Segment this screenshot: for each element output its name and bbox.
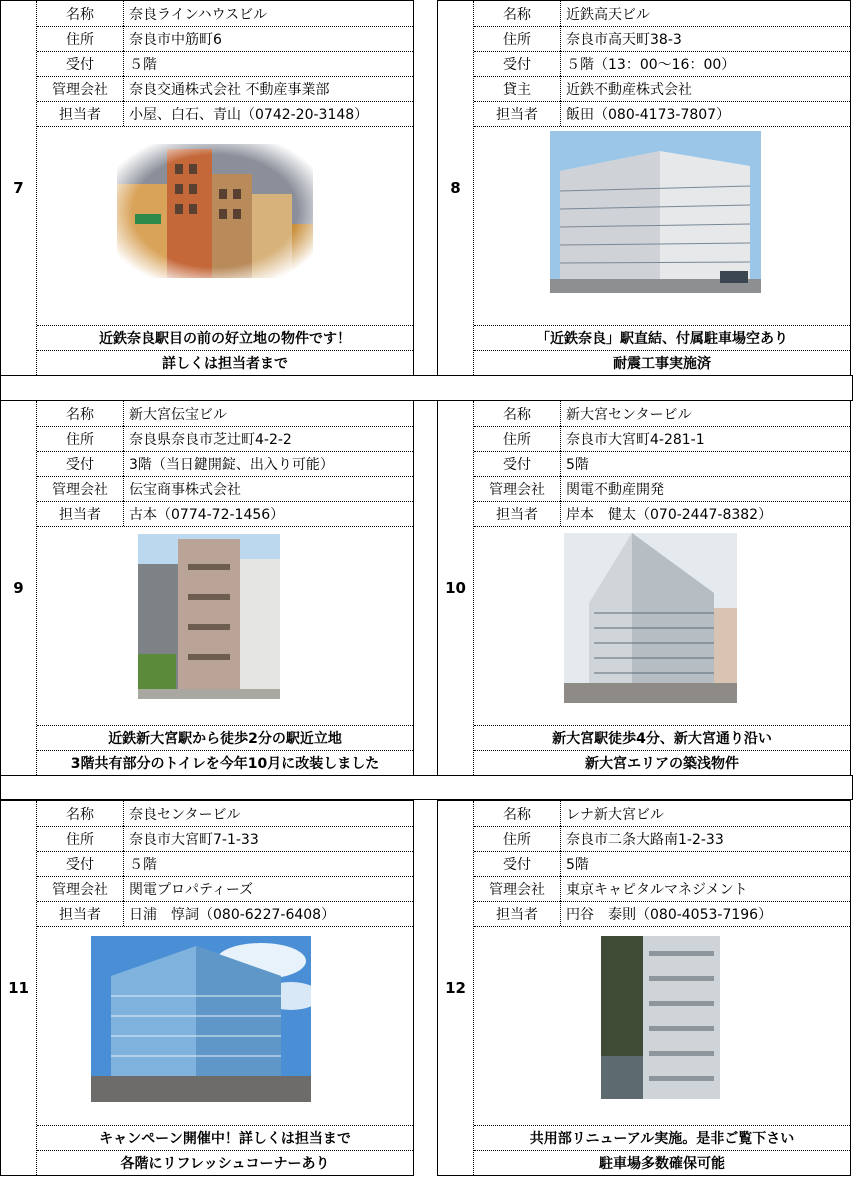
company-row <box>37 476 413 502</box>
feature-note-1: 近鉄奈良駅目の前の好立地の物件です！ <box>37 325 413 351</box>
address-value: 奈良県奈良市芝辻町4-2-2 <box>129 431 292 448</box>
name-row <box>474 401 850 427</box>
feature-note-1: 新大宮駅徒歩4分、新大宮通り沿い <box>474 725 850 751</box>
address-value: 奈良市高天町38-3 <box>566 31 682 48</box>
company-label: 管理会社 <box>37 76 124 101</box>
name-value: レナ新大宮ビル <box>566 806 664 823</box>
section-separator <box>0 375 853 401</box>
name-label: 名称 <box>474 401 561 426</box>
feature-note-1: 共用部リニューアル実施。是非ご覧下さい <box>474 1125 850 1151</box>
reception-label: 受付 <box>474 51 561 76</box>
contact-label: 担当者 <box>474 901 561 926</box>
property-card-11 <box>0 800 414 1176</box>
building-photo <box>117 144 313 278</box>
name-value: 新大宮センタービル <box>566 406 692 423</box>
company-row <box>474 876 850 902</box>
reception-label: 受付 <box>37 451 124 476</box>
property-card-12 <box>437 800 851 1176</box>
name-row <box>474 1 850 27</box>
reception-value: 5階 <box>566 456 589 473</box>
contact-value: 円谷 泰則（080-4053-7196） <box>566 906 773 923</box>
lessor-row <box>474 76 850 102</box>
reception-value: 5階 <box>566 856 589 873</box>
contact-row <box>37 101 413 127</box>
reception-row <box>37 851 413 877</box>
reception-row <box>474 451 850 477</box>
property-number: 10 <box>438 401 474 775</box>
photo-area <box>474 126 850 326</box>
reception-value: ５階 <box>129 856 157 873</box>
company-value: 関電不動産開発 <box>566 481 664 498</box>
feature-note-1: 近鉄新大宮駅から徒歩2分の駅近立地 <box>37 725 413 751</box>
property-card-8 <box>437 0 851 376</box>
name-value: 新大宮伝宝ビル <box>129 406 227 423</box>
contact-label: 担当者 <box>474 101 561 126</box>
photo-area <box>474 526 850 726</box>
contact-label: 担当者 <box>474 501 561 526</box>
feature-note-2: 耐震工事実施済 <box>613 355 711 372</box>
address-row <box>37 826 413 852</box>
reception-label: 受付 <box>474 851 561 876</box>
photo-area <box>37 126 413 326</box>
reception-row <box>474 51 850 77</box>
contact-label: 担当者 <box>37 101 124 126</box>
property-card-9 <box>0 400 414 776</box>
address-row <box>474 26 850 52</box>
building-photo <box>91 936 311 1102</box>
photo-area <box>37 926 413 1126</box>
address-row <box>37 26 413 52</box>
name-value: 奈良センタービル <box>129 806 241 823</box>
property-number: 12 <box>438 801 474 1175</box>
address-label: 住所 <box>37 426 124 451</box>
name-row <box>474 801 850 827</box>
name-row <box>37 1 413 27</box>
company-label: 管理会社 <box>37 876 124 901</box>
company-row <box>37 876 413 902</box>
address-row <box>37 426 413 452</box>
address-label: 住所 <box>37 26 124 51</box>
name-label: 名称 <box>474 801 561 826</box>
company-row <box>37 76 413 102</box>
contact-row <box>474 501 850 527</box>
contact-label: 担当者 <box>37 501 124 526</box>
reception-row <box>37 51 413 77</box>
name-value: 近鉄高天ビル <box>566 6 650 23</box>
company-value: 関電プロパティーズ <box>129 881 254 898</box>
contact-value: 古本（0774-72-1456） <box>129 506 285 523</box>
building-photo <box>550 131 761 293</box>
company-value: 奈良交通株式会社 不動産事業部 <box>129 81 330 98</box>
reception-label: 受付 <box>474 451 561 476</box>
contact-row <box>474 101 850 127</box>
contact-row <box>37 901 413 927</box>
contact-row <box>37 501 413 527</box>
name-row <box>37 801 413 827</box>
address-label: 住所 <box>474 26 561 51</box>
address-label: 住所 <box>474 826 561 851</box>
contact-value: 飯田（080-4173-7807） <box>566 106 731 123</box>
property-number: 8 <box>438 1 474 375</box>
property-number: 7 <box>1 1 37 375</box>
building-photo <box>138 534 280 699</box>
section-separator <box>0 775 853 800</box>
address-label: 住所 <box>474 426 561 451</box>
company-row <box>474 476 850 502</box>
feature-note-2: 3階共有部分のトイレを今年10月に改装しました <box>70 755 380 772</box>
feature-note-2: 詳しくは担当者まで <box>162 355 288 372</box>
contact-value: 小屋、白石、青山（0742-20-3148） <box>129 106 369 123</box>
name-label: 名称 <box>37 1 124 26</box>
building-photo <box>601 936 720 1099</box>
reception-row <box>474 851 850 877</box>
feature-note-2: 新大宮エリアの築浅物件 <box>585 755 739 772</box>
property-card-7 <box>0 0 414 376</box>
photo-area <box>474 926 850 1126</box>
address-value: 奈良市二条大路南1-2-33 <box>566 831 724 848</box>
reception-label: 受付 <box>37 851 124 876</box>
company-label: 管理会社 <box>37 476 124 501</box>
address-row <box>474 426 850 452</box>
reception-value: 3階（当日鍵開錠、出入り可能） <box>129 456 334 473</box>
property-number: 9 <box>1 401 37 775</box>
contact-label: 担当者 <box>37 901 124 926</box>
address-value: 奈良市大宮町7-1-33 <box>129 831 259 848</box>
reception-row <box>37 451 413 477</box>
address-row <box>474 826 850 852</box>
company-label: 管理会社 <box>474 476 561 501</box>
feature-note-2: 各階にリフレッシュコーナーあり <box>120 1155 330 1172</box>
name-label: 名称 <box>37 401 124 426</box>
name-value: 奈良ラインハウスビル <box>129 6 268 23</box>
company-value: 東京キャピタルマネジメント <box>566 881 748 898</box>
property-card-10 <box>437 400 851 776</box>
address-label: 住所 <box>37 826 124 851</box>
company-label: 管理会社 <box>474 876 561 901</box>
name-row <box>37 401 413 427</box>
lessor-value: 近鉄不動産株式会社 <box>566 81 692 98</box>
contact-value: 岸本 健太（070-2447-8382） <box>566 506 773 523</box>
name-label: 名称 <box>37 801 124 826</box>
feature-note-1: キャンペーン開催中！詳しくは担当まで <box>37 1125 413 1151</box>
reception-label: 受付 <box>37 51 124 76</box>
lessor-label: 貸主 <box>474 76 561 101</box>
building-photo <box>564 533 737 703</box>
feature-note-2: 駐車場多数確保可能 <box>599 1155 725 1172</box>
reception-value: ５階 <box>129 56 157 73</box>
address-value: 奈良市大宮町4-281-1 <box>566 431 705 448</box>
contact-value: 日浦 惇詞（080-6227-6408） <box>129 906 336 923</box>
address-value: 奈良市中筋町6 <box>129 31 222 48</box>
feature-note-1: 「近鉄奈良」駅直結、付属駐車場空あり <box>474 325 850 351</box>
company-value: 伝宝商事株式会社 <box>129 481 241 498</box>
property-number: 11 <box>1 801 37 1175</box>
contact-row <box>474 901 850 927</box>
reception-value: ５階（13：00～16：00） <box>566 56 736 73</box>
photo-area <box>37 526 413 726</box>
name-label: 名称 <box>474 1 561 26</box>
